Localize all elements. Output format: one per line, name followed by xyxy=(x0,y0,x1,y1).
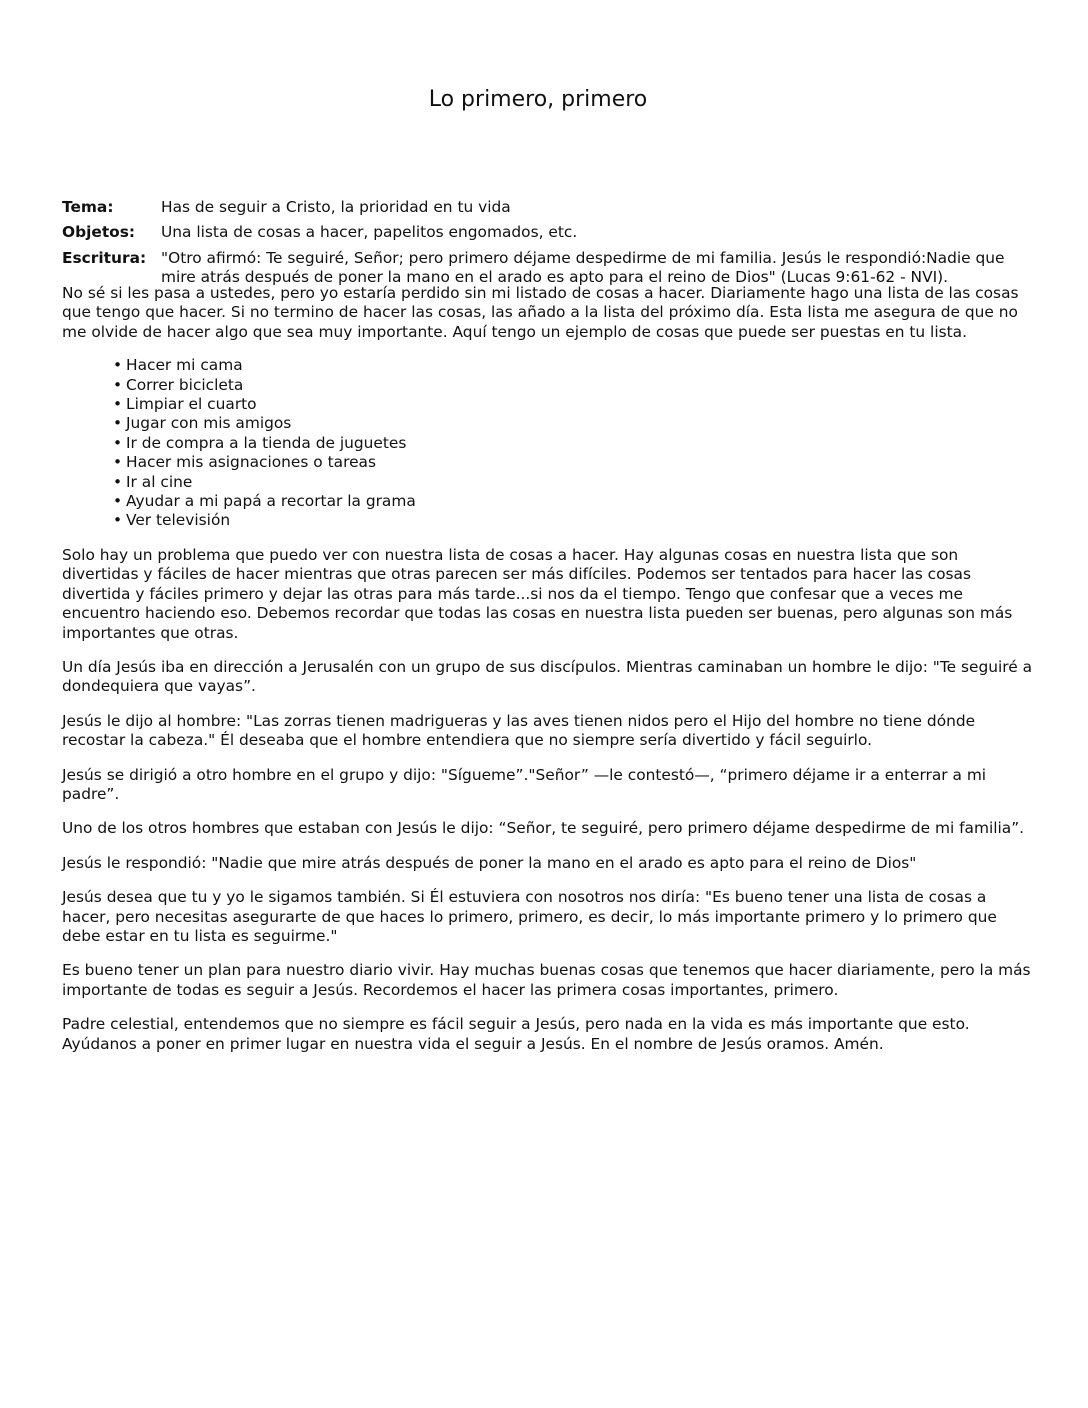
list-item xyxy=(113,395,1036,414)
bullet-icon: • xyxy=(113,395,123,414)
meta-row-escritura xyxy=(62,249,1034,288)
bullet-icon: • xyxy=(113,472,123,491)
list-item xyxy=(113,356,1036,375)
bullet-icon: • xyxy=(113,453,123,472)
meta-row-tema xyxy=(62,198,1034,217)
intro-paragraph: No sé si les pasa a ustedes, pero yo estaría perdido sin mi listado de cosas a hacer. Diariamente hago una lista de las cosas que tengo que hacer. Si no termino de hacer las cosas, las añado a la lista del próximo día. Esta lista me asegura de que no me olvide de hacer algo que sea muy importante. Aquí tengo un ejemplo de cosas que puede ser puestas en tu lista. xyxy=(62,284,1019,341)
bullet-icon: • xyxy=(113,375,123,394)
bullet-icon: • xyxy=(113,414,123,433)
list-item-text: Ir al cine xyxy=(126,472,193,491)
list-item-text: Ver televisión xyxy=(126,511,231,530)
list-item xyxy=(113,414,1036,433)
list-item xyxy=(113,511,1036,530)
prayer-paragraph: Padre celestial, entendemos que no siempre es fácil seguir a Jesús, pero nada en la vida es más importante que esto. Ayúdanos a poner en primer lugar en nuestra vida el seguir a Jesús. En el nombre de Jesús oramos. Amén. xyxy=(62,1015,970,1053)
list-item-text: Hacer mi cama xyxy=(126,356,243,375)
list-item xyxy=(113,434,1036,453)
todo-list xyxy=(113,356,1036,531)
meta-value: Una lista de cosas a hacer, papelitos engomados, etc. xyxy=(161,223,578,242)
meta-value: Has de seguir a Cristo, la prioridad en tu vida xyxy=(161,198,511,216)
bullet-icon: • xyxy=(113,511,123,530)
list-item xyxy=(113,453,1036,472)
bullet-icon: • xyxy=(113,492,123,511)
body-paragraph: Jesús desea que tu y yo le sigamos también. Si Él estuviera con nosotros nos diría: "Es bueno tener una lista de cosas a hacer, pero necesitas asegurarte de que haces lo primero, primero, es decir, lo más importante primero y lo primero que debe estar en tu lista es seguirme." xyxy=(62,888,997,945)
body-paragraph: Un día Jesús iba en dirección a Jerusalén con un grupo de sus discípulos. Mientras caminaban un hombre le dijo: "Te seguiré a dondequiera que vayas”. xyxy=(62,657,1033,696)
body-paragraph: Jesús le dijo al hombre: "Las zorras tienen madrigueras y las aves tienen nidos pero el Hijo del hombre no tiene dónde recostar la cabeza." Él deseaba que el hombre entendiera que no siempre sería divertido y fácil seguirlo. xyxy=(62,711,976,750)
list-item-text: Limpiar el cuarto xyxy=(126,395,257,414)
list-item-text: Ir de compra a la tienda de juguetes xyxy=(126,433,407,452)
bullet-icon: • xyxy=(113,433,123,452)
list-item-text: Hacer mis asignaciones o tareas xyxy=(126,453,376,472)
bullet-icon: • xyxy=(113,356,123,375)
document-body xyxy=(62,284,1036,1069)
meta-label: Objetos: xyxy=(62,223,136,242)
list-item-text: Correr bicicleta xyxy=(126,375,244,394)
body-paragraph: Jesús le respondió: "Nadie que mire atrás después de poner la mano en el arado es apto para el reino de Dios" xyxy=(62,853,917,872)
meta-label: Escritura: xyxy=(62,248,147,267)
list-item xyxy=(113,376,1036,395)
meta-label: Tema: xyxy=(62,198,114,216)
list-item xyxy=(113,473,1036,492)
document-title: Lo primero, primero xyxy=(428,87,648,112)
list-item-text: Ayudar a mi papá a recortar la grama xyxy=(126,492,416,511)
list-item xyxy=(113,492,1036,511)
meta-row-objetos xyxy=(62,223,1034,242)
meta-value: "Otro afirmó: Te seguiré, Señor; pero primero déjame despedirme de mi familia. Jesús le respondió:Nadie que mire atrás después de poner la mano en el arado es apto para el reino de Dios" (Lucas 9:61-62 - NVI). xyxy=(161,248,1005,287)
body-paragraph: Jesús se dirigió a otro hombre en el grupo y dijo: "Sígueme”."Señor” —le contestó—, “primero déjame ir a enterrar a mi padre”. xyxy=(62,765,987,803)
body-paragraph: Es bueno tener un plan para nuestro diario vivir. Hay muchas buenas cosas que tenemos que hacer diariamente, pero la más importante de todas es seguir a Jesús. Recordemos el hacer las primera cosas importantes, primero. xyxy=(62,961,1031,999)
body-paragraph: Uno de los otros hombres que estaban con Jesús le dijo: “Señor, te seguiré, pero primero déjame despedirme de mi familia”. xyxy=(62,819,1025,838)
lesson-meta xyxy=(62,198,1034,294)
body-paragraph: Solo hay un problema que puedo ver con nuestra lista de cosas a hacer. Hay algunas cosas en nuestra lista que son divertidas y fáciles de hacer mientras que otras parecen ser más difíciles. Podemos ser tentados para hacer las cosas divertida y fáciles primero y dejar las otras para más tarde...si nos da el tiempo. Tengo que confesar que a veces me encuentro haciendo eso. Debemos recordar que todas las cosas en nuestra lista pueden ser buenas, pero algunas son más importantes que otras. xyxy=(62,545,1013,642)
list-item-text: Jugar con mis amigos xyxy=(126,414,292,433)
